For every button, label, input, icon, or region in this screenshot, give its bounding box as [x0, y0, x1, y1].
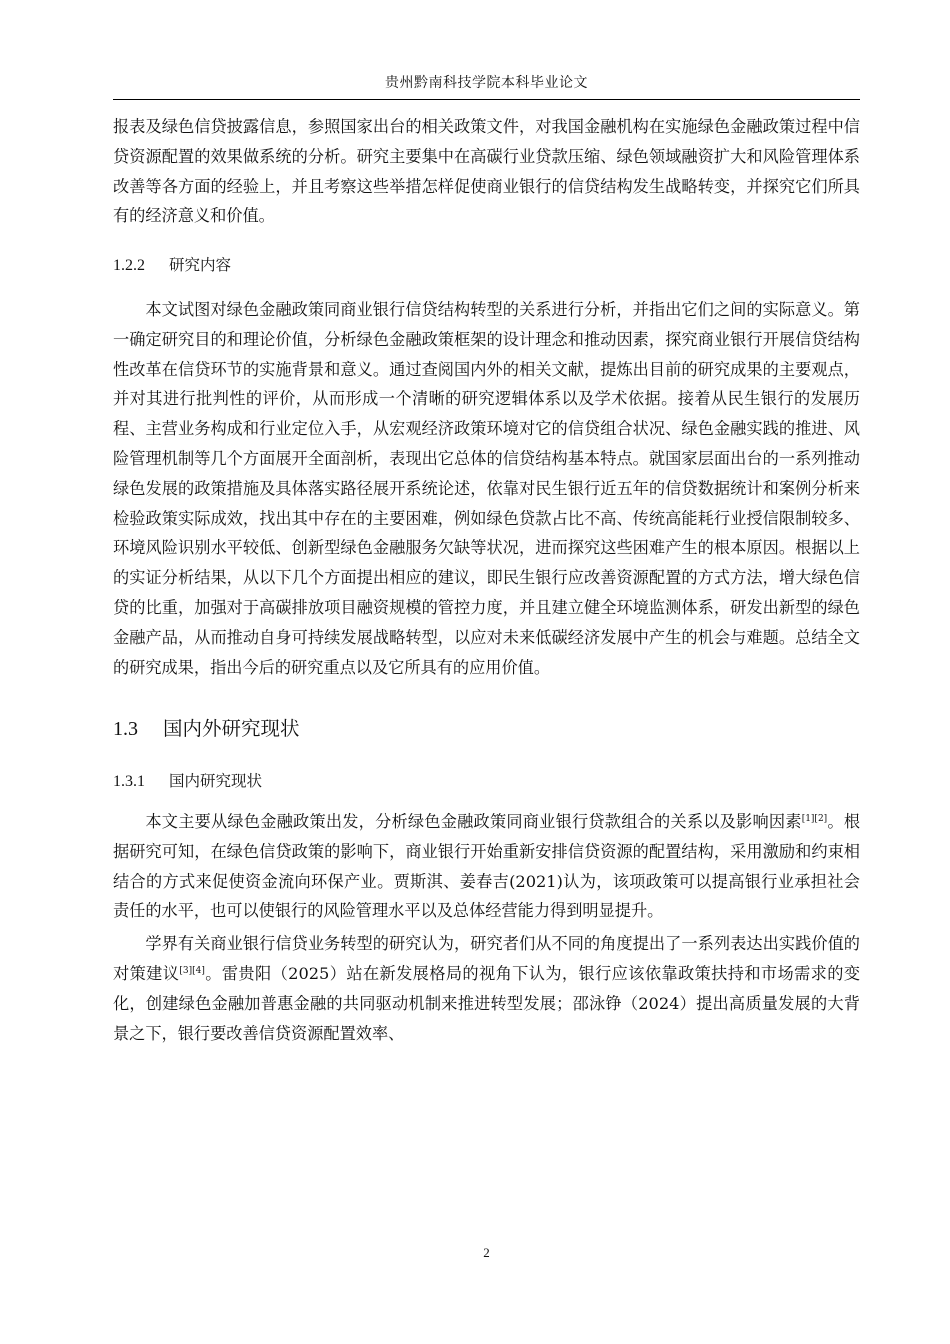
- paragraph-domestic-research-2: [113, 929, 860, 1048]
- heading-number: 1.3.1: [113, 773, 145, 791]
- page-number: 2: [483, 1245, 490, 1260]
- header-rule: [113, 99, 860, 100]
- paragraph-continued: 报表及绿色信贷披露信息，参照国家出台的相关政策文件，对我国金融机构在实施绿色金融政策过程中信贷资源配置的效果做系统的分析。研究主要集中在高碳行业贷款压缩、绿色领域融资扩大和风险管理体系改善等各方面的经验上，并且考察这些举措怎样促使商业银行的信贷结构发生战略转变，并探究它们所具有的经济意义和价值。: [113, 117, 860, 226]
- heading-title: 国内研究现状: [169, 772, 263, 791]
- page-body: [113, 112, 860, 1048]
- citation: [3][4]: [179, 965, 205, 976]
- paragraph-research-content: 本文试图对绿色金融政策同商业银行信贷结构转型的关系进行分析，并指出它们之间的实际意义。第一确定研究目的和理论价值，分析绿色金融政策框架的设计理念和推动因素，探究商业银行开展信贷结构性改革在信贷环节的实施背景和意义。通过查阅国内外的相关文献，提炼出目前的研究成果的主要观点，并对其进行批判性的评价，从而形成一个清晰的研究逻辑体系以及学术依据。接着从民生银行的发展历程、主营业务构成和行业定位入手，从宏观经济政策环境对它的信贷组合状况、绿色金融实践的推进、风险管理机制等几个方面展开全面剖析，表现出它总体的信贷结构基本特点。就国家层面出台的一系列推动绿色发展的政策措施及具体落实路径展开系统论述，依靠对民生银行近五年的信贷数据统计和案例分析来检验政策实际成效，找出其中存在的主要困难，例如绿色贷款占比不高、传统高能耗行业授信限制较多、环境风险识别水平较低、创新型绿色金融服务欠缺等状况，进而探究这些困难产生的根本原因。根据以上的实证分析结果，从以下几个方面提出相应的建议，即民生银行应改善资源配置的方式方法，增大绿色信贷的比重，加强对于高碳排放项目融资规模的管控力度，并且建立健全环境监测体系，研发出新型的绿色金融产品，从而推动自身可持续发展战略转型，以应对未来低碳经济发展中产生的机会与难题。总结全文的研究成果，指出今后的研究重点以及它所具有的应用价值。: [113, 299, 860, 677]
- text-run: 。根据研究可知，在绿色信贷政策的影响下，商业银行开始重新安排信贷资源的配置结构，采用激励和约束相结合的方式来促使资金流向环保产业。贾斯淇、姜春吉(2021)认为，该项政策可以提高银行业承担社会责任的水平，也可以使银行的风险管理水平以及总体经营能力得到明显提升。: [113, 811, 861, 921]
- heading-number: 1.2.2: [113, 257, 145, 275]
- heading-1-2-2: [113, 251, 860, 281]
- running-header: 贵州黔南科技学院本科毕业论文: [385, 75, 588, 91]
- heading-title: 研究内容: [169, 256, 232, 275]
- heading-1-3-1: [113, 767, 860, 797]
- text-run: 学界有关商业银行信贷业务转型的研究认为，研究者们从不同的角度提出了一系列表达出实践价值的对策建议: [113, 934, 860, 983]
- paragraph-domestic-research-1: [113, 807, 860, 926]
- heading-number: 1.3: [113, 718, 138, 741]
- citation: [1][2]: [801, 813, 828, 824]
- text-run: 本文主要从绿色金融政策出发，分析绿色金融政策同商业银行贷款组合的关系以及影响因素: [145, 811, 802, 831]
- heading-title: 国内外研究现状: [163, 717, 300, 741]
- heading-1-3: [113, 714, 860, 745]
- text-run: 。雷贵阳（2025）站在新发展格局的视角下认为，银行应该依靠政策扶持和市场需求的变化，创建绿色金融加普惠金融的共同驱动机制来推进转型发展；邵泳铮（2024）提出高质量发展的大背景之下，银行要改善信贷资源配置效率、: [113, 963, 861, 1043]
